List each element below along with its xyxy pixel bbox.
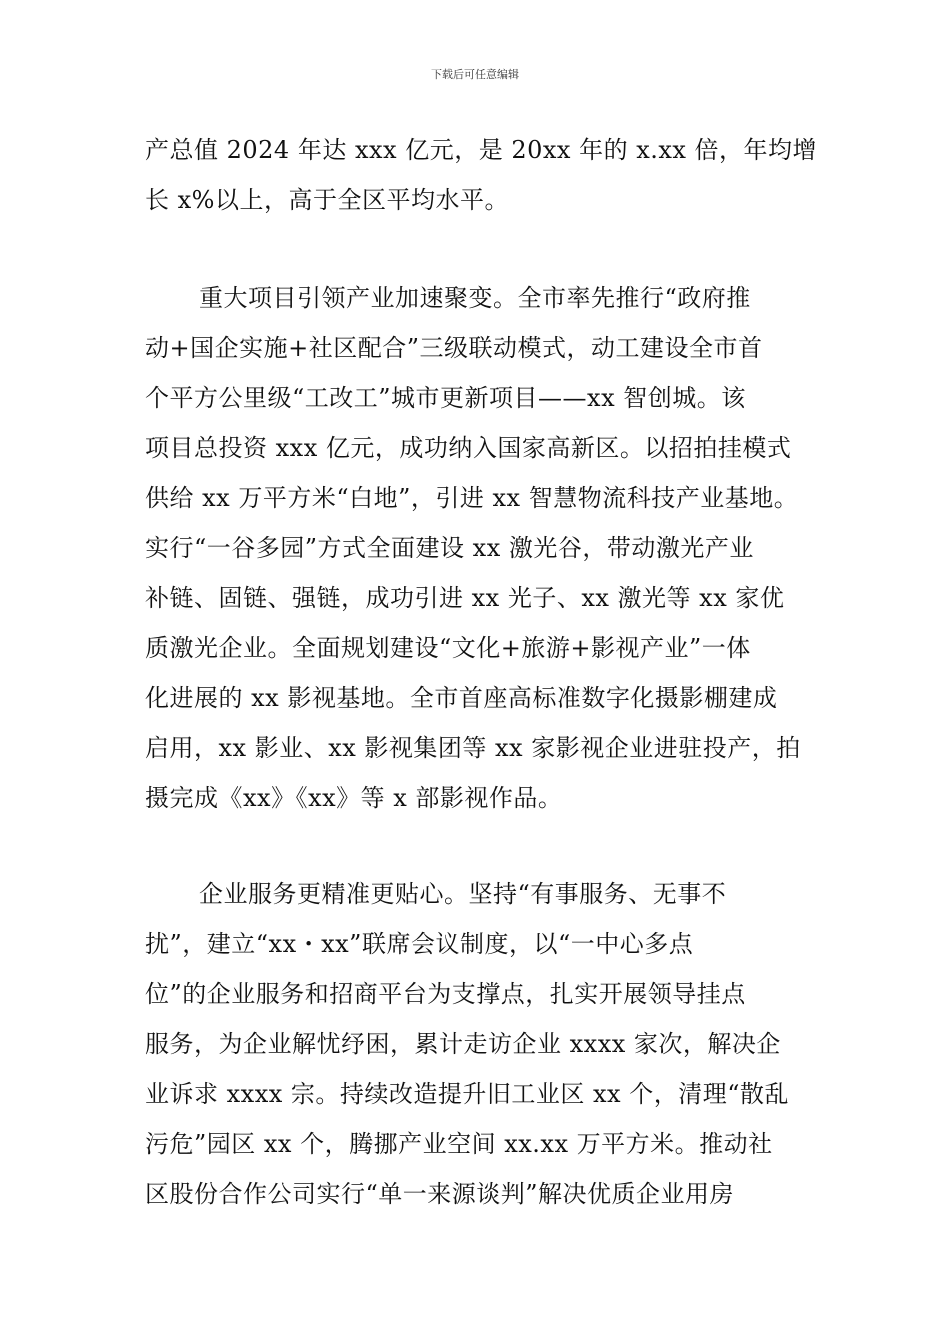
text-line: 扰”，建立“xx・xx”联席会议制度，以“一中心多点 bbox=[145, 930, 694, 958]
text-line: 启用，xx 影业、xx 影视集团等 xx 家影视企业进驻投产，拍 bbox=[145, 734, 801, 762]
text-line: 产总值 2024 年达 xxx 亿元，是 20xx 年的 x.xx 倍，年均增 bbox=[145, 136, 818, 164]
text-line: 污危”园区 xx 个，腾挪产业空间 xx.xx 万平方米。推动社 bbox=[145, 1130, 773, 1158]
text-line: 动+国企实施+社区配合”三级联动模式，动工建设全市首 bbox=[145, 334, 763, 362]
text-line: 企业服务更精准更贴心。坚持“有事服务、无事不 bbox=[199, 880, 727, 908]
text-line: 摄完成《xx》《xx》等 x 部影视作品。 bbox=[145, 784, 563, 812]
text-line: 区股份合作公司实行“单一来源谈判”解决优质企业用房 bbox=[145, 1180, 735, 1208]
text-line: 项目总投资 xxx 亿元，成功纳入国家高新区。以招拍挂模式 bbox=[145, 434, 792, 462]
text-line: 位”的企业服务和招商平台为支撑点，扎实开展领导挂点 bbox=[145, 980, 746, 1008]
text-line: 实行“一谷多园”方式全面建设 xx 激光谷，带动激光产业 bbox=[145, 534, 754, 562]
text-line: 个平方公里级“工改工”城市更新项目——xx 智创城。该 bbox=[145, 384, 746, 412]
text-line: 服务，为企业解忧纾困，累计走访企业 xxxx 家次，解决企 bbox=[145, 1030, 781, 1058]
page-header: 下载后可任意编辑 bbox=[431, 68, 519, 81]
text-line: 业诉求 xxxx 宗。持续改造提升旧工业区 xx 个，清理“散乱 bbox=[145, 1080, 789, 1108]
text-line: 供给 xx 万平方米“白地”，引进 xx 智慧物流科技产业基地。 bbox=[145, 484, 799, 512]
text-line: 重大项目引领产业加速聚变。全市率先推行“政府推 bbox=[199, 284, 751, 312]
text-line: 补链、固链、强链，成功引进 xx 光子、xx 激光等 xx 家优 bbox=[145, 584, 785, 612]
text-line: 长 x%以上，高于全区平均水平。 bbox=[145, 186, 509, 214]
text-line: 质激光企业。全面规划建设“文化+旅游+影视产业”一体 bbox=[145, 634, 751, 662]
text-line: 化进展的 xx 影视基地。全市首座高标准数字化摄影棚建成 bbox=[145, 684, 778, 712]
